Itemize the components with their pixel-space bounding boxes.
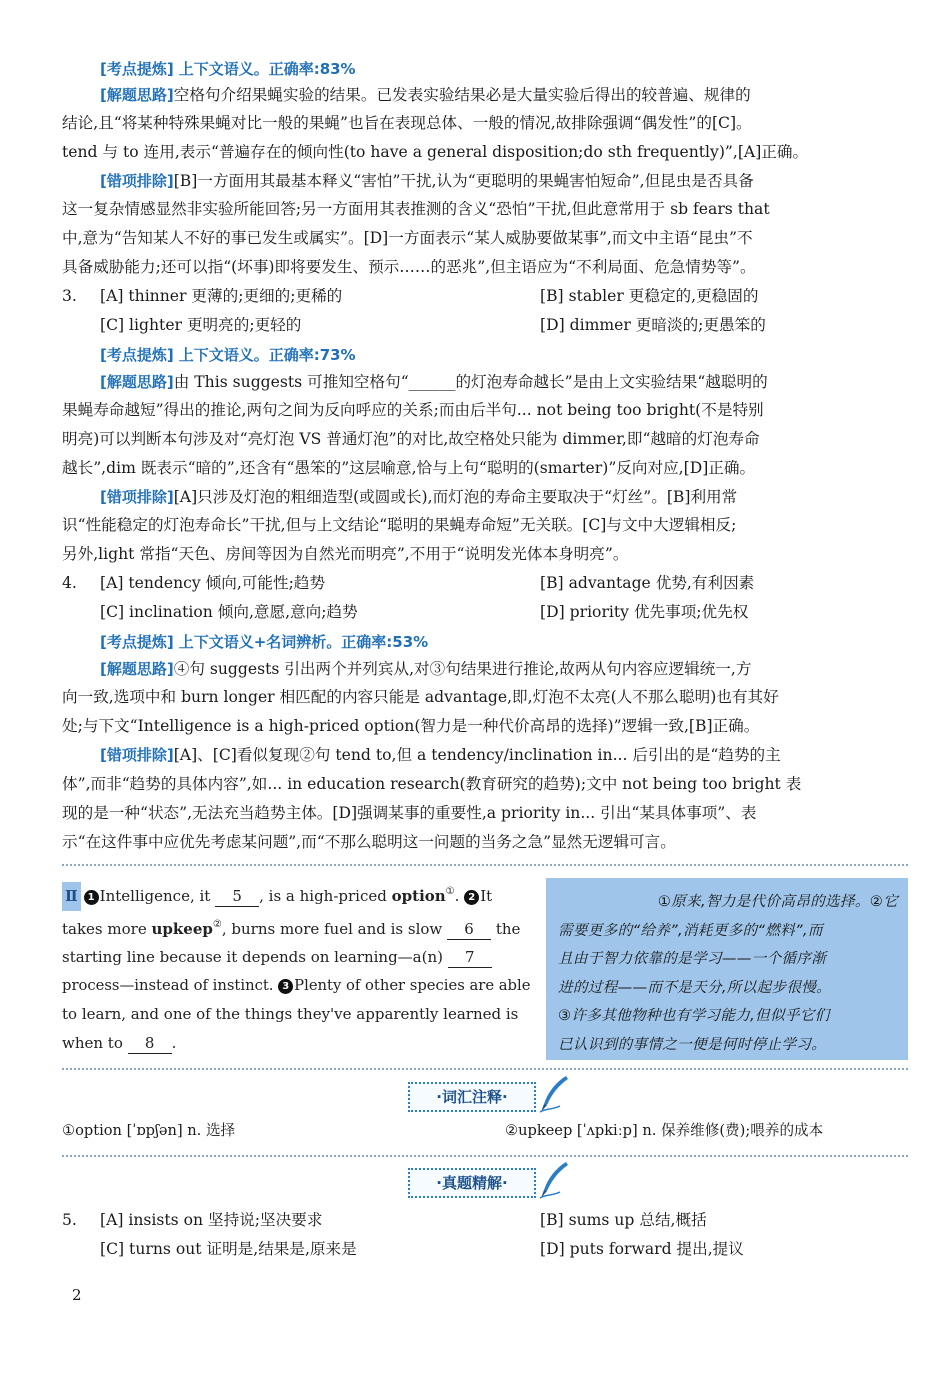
q2-jieti-text: 空格句介绍果蝇实验的结果。已发表实验结果必是大量实验后得出的较普遍、规律的	[173, 86, 751, 104]
divider	[62, 1068, 908, 1070]
q3-kaodian-rate: 73%	[319, 346, 356, 364]
q5-option-d: [D] puts forward 提出,提议	[540, 1240, 744, 1258]
passage-line-6	[62, 1029, 532, 1058]
q2-kaodian	[100, 58, 908, 80]
translation-line-3: 且由于智力依靠的是学习——一个循序渐	[558, 950, 827, 967]
q3-number: 3.	[62, 287, 77, 305]
passage-line-5: to learn, and one of the things they've apparently learned is	[62, 1005, 519, 1023]
q4-cuoxiang-tag: [错项排除]	[100, 746, 174, 764]
passage-text: , burns more fuel and is slow	[221, 919, 443, 938]
q4-cuoxiang-line-1	[100, 744, 908, 766]
q3-cuoxiang-line-2: 识“性能稳定的灯泡寿命长”干扰,但与上文结论“聪明的果蝇寿命短”无关联。[C]与文中大逻辑相反;	[62, 516, 737, 534]
q2-cuoxiang-tag: [错项排除]	[100, 172, 174, 190]
passage-line-3	[62, 943, 532, 972]
q4-jieti-line-1	[100, 658, 908, 680]
q5-number: 5.	[62, 1211, 77, 1229]
passage-line-4	[62, 972, 532, 1001]
section-roman-numeral: Ⅱ	[62, 882, 81, 911]
q3-jieti-tag: [解题思路]	[100, 373, 174, 391]
q4-option-c: [C] inclination 倾向,意愿,意向;趋势	[100, 603, 358, 621]
vocab-note-option: ①option [ˈɒpʃən] n. 选择	[62, 1122, 236, 1139]
q3-kaodian	[100, 344, 908, 366]
q2-kaodian-tag: [考点提炼]	[100, 60, 174, 78]
passage-section-2	[62, 878, 532, 1057]
quill-pen-icon	[538, 1074, 570, 1114]
q2-cuoxiang-line-4: 具备威胁能力;还可以指“(坏事)即将要发生、预示……的恶兆”,但主语应为“不利局面、危急情势等”。	[62, 258, 756, 276]
q4-cuoxiang-line-2: 体”,而非“趋势的具体内容”,如... in education research(教育研究的趋势);文中 not being too bright 表	[62, 775, 802, 793]
q4-jieti-tag: [解题思路]	[100, 660, 174, 678]
quill-pen-icon	[538, 1160, 570, 1200]
passage-text: .	[171, 1033, 177, 1052]
passage-text: starting line because it depends on learning—a(n)	[62, 948, 443, 966]
q4-option-b: [B] advantage 优势,有利因素	[540, 574, 755, 592]
vocab-note-upkeep: ②upkeep [ˈʌpkiːp] n. 保养维修(费);喂养的成本	[505, 1122, 824, 1139]
q2-jieti-line-3: tend 与 to 连用,表示“普遍存在的倾向性(to have a general disposition;do sth frequently)”,[A]正确。	[62, 143, 809, 161]
q3-kaodian-tag: [考点提炼]	[100, 346, 174, 364]
blank-8[interactable]: 8	[128, 1033, 172, 1054]
page-number: 2	[72, 1286, 82, 1304]
divider	[62, 864, 908, 866]
q3-option-a: [A] thinner 更薄的;更细的;更稀的	[100, 287, 343, 305]
sentence-number-2: 2	[464, 890, 479, 905]
q4-cuoxiang-line-3: 现的是一种“状态”,无法充当趋势主体。[D]强调某事的重要性,a priority in... 引出“某具体事项”、表	[62, 804, 757, 822]
footnote-ref-2: ②	[212, 918, 222, 930]
passage-text: Plenty of other species are able	[294, 976, 531, 994]
q4-number: 4.	[62, 574, 77, 592]
passage-line-1: Ⅱ 1 Intelligence, it 5 , is a high-priced option①. 2 It	[62, 878, 532, 911]
sentence-number-3: 3	[278, 979, 293, 994]
blank-5[interactable]: 5	[215, 886, 259, 907]
q3-jieti-line-2: 果蝇寿命越短”得出的推论,两句之间为反向呼应的关系;而由后半句... not being too bright(不是特别	[62, 401, 764, 419]
translation-line-4: 进的过程——而不是天分,所以起步很慢。	[558, 978, 832, 996]
passage-text: process—instead of instinct.	[62, 976, 274, 994]
q3-jieti-text: 由 This suggests 可推知空格句“______的灯泡寿命越长”是由上文实验结果“越聪明的	[173, 373, 768, 391]
q2-cuoxiang-line-2: 这一复杂情感显然非实验所能回答;另一方面用其表推测的含义“恐怕”干扰,但此意常用于 sb fears that	[62, 200, 770, 218]
translation-line-6: 已认识到的事情之一便是何时停止学习。	[558, 1035, 827, 1053]
passage-text: It	[480, 887, 493, 905]
q4-option-d: [D] priority 优先事项;优先权	[540, 603, 749, 621]
translation-line-2: 需要更多的“给养”,消耗更多的“燃料”,而	[558, 921, 823, 939]
q3-cuoxiang-tag: [错项排除]	[100, 488, 174, 506]
translation-line-5: ③许多其他物种也有学习能力,但似乎它们	[558, 1007, 830, 1024]
q4-kaodian-text: 上下文语义+名词辨析。正确率:	[178, 633, 393, 651]
passage-text: Intelligence, it	[99, 887, 211, 905]
passage-text: when to	[62, 1033, 123, 1052]
sentence-number-1: 1	[84, 890, 99, 905]
q3-jieti-line-4: 越长”,dim 既表示“暗的”,还含有“愚笨的”这层喻意,恰与上句“聪明的(smarter)”反向对应,[D]正确。	[62, 459, 756, 477]
q3-cuoxiang-line-1	[100, 486, 908, 508]
q4-kaodian-rate: 53%	[392, 633, 429, 651]
q2-kaodian-rate: 83%	[319, 60, 356, 78]
q4-cuoxiang-line-4: 示“在这件事中应优先考虑某问题”,而“不那么聪明这一问题的当务之急”显然无逻辑可言。	[62, 833, 676, 851]
passage-text: the	[495, 919, 521, 938]
q3-jieti-line-3: 明亮)可以判断本句涉及对“亮灯泡 VS 普通灯泡”的对比,故空格处只能为 dimmer,即“越暗的灯泡寿命	[62, 430, 760, 448]
q4-option-a: [A] tendency 倾向,可能性;趋势	[100, 574, 326, 592]
translation-panel	[546, 878, 908, 1060]
q4-jieti-line-3: 处;与下文“Intelligence is a high-priced option(智力是一种代价高昂的选择)”逻辑一致,[B]正确。	[62, 717, 760, 735]
passage-text: , is a high-priced	[259, 887, 387, 905]
q3-option-b: [B] stabler 更稳定的,更稳固的	[540, 287, 759, 305]
q2-jieti-line-1	[100, 84, 908, 106]
q4-kaodian-tag: [考点提炼]	[100, 633, 174, 651]
q5-option-b: [B] sums up 总结,概括	[540, 1211, 707, 1229]
q3-option-c: [C] lighter 更明亮的;更轻的	[100, 316, 302, 334]
blank-7[interactable]: 7	[448, 947, 492, 968]
q4-jieti-line-2: 向一致,选项中和 burn longer 相匹配的内容只能是 advantage,即,灯泡不太亮(人不那么聪明)也有其好	[62, 688, 779, 706]
footnote-ref-1: ①	[445, 886, 455, 897]
q2-cuoxiang-text: [B]一方面用其最基本释义“害怕”干扰,认为“更聪明的果蝇害怕短命”,但昆虫是否具备	[173, 172, 754, 190]
q5-option-a: [A] insists on 坚持说;坚决要求	[100, 1211, 323, 1229]
q2-jieti-tag: [解题思路]	[100, 86, 174, 104]
vocab-word-upkeep: upkeep	[151, 919, 213, 938]
q3-jieti-line-1	[100, 371, 908, 393]
vocab-banner: ·词汇注释·	[408, 1082, 536, 1112]
q2-kaodian-text: 上下文语义。正确率:	[178, 60, 320, 78]
blank-6[interactable]: 6	[447, 919, 491, 940]
translation-line-1: ①原来,智力是代价高昂的选择。②它	[657, 893, 898, 910]
q3-cuoxiang-text: [A]只涉及灯泡的粗细造型(或圆或长),而灯泡的寿命主要取决于“灯丝”。[B]利用常	[173, 488, 738, 506]
q5-option-c: [C] turns out 证明是,结果是,原来是	[100, 1240, 357, 1258]
q4-cuoxiang-text: [A]、[C]看似复现②句 tend to,但 a tendency/inclination in... 后引出的是“趋势的主	[173, 746, 781, 764]
zhenti-banner: ·真题精解·	[408, 1168, 536, 1198]
q3-kaodian-text: 上下文语义。正确率:	[178, 346, 320, 364]
q2-jieti-line-2: 结论,且“将某种特殊果蝇对比一般的果蝇”也旨在表现总体、一般的情况,故排除强调“偶发性”的[C]。	[62, 114, 752, 132]
q3-option-d: [D] dimmer 更暗淡的;更愚笨的	[540, 316, 766, 334]
q4-kaodian	[100, 631, 908, 653]
passage-line-2	[62, 911, 532, 944]
vocab-word-option: option	[391, 887, 446, 905]
divider	[62, 1155, 908, 1157]
passage-text: takes more	[62, 919, 147, 938]
q2-cuoxiang-line-3: 中,意为“告知某人不好的事已发生或属实”。[D]一方面表示“某人威胁要做某事”,而文中主语“昆虫”不	[62, 229, 753, 247]
q3-cuoxiang-line-3: 另外,light 常指“天色、房间等因为自然光而明亮”,不用于“说明发光体本身明亮”。	[62, 545, 629, 563]
q4-jieti-text: ④句 suggests 引出两个并列宾从,对③句结果进行推论,故两从句内容应逻辑统一,方	[173, 660, 752, 678]
q2-cuoxiang-line-1	[100, 170, 908, 192]
